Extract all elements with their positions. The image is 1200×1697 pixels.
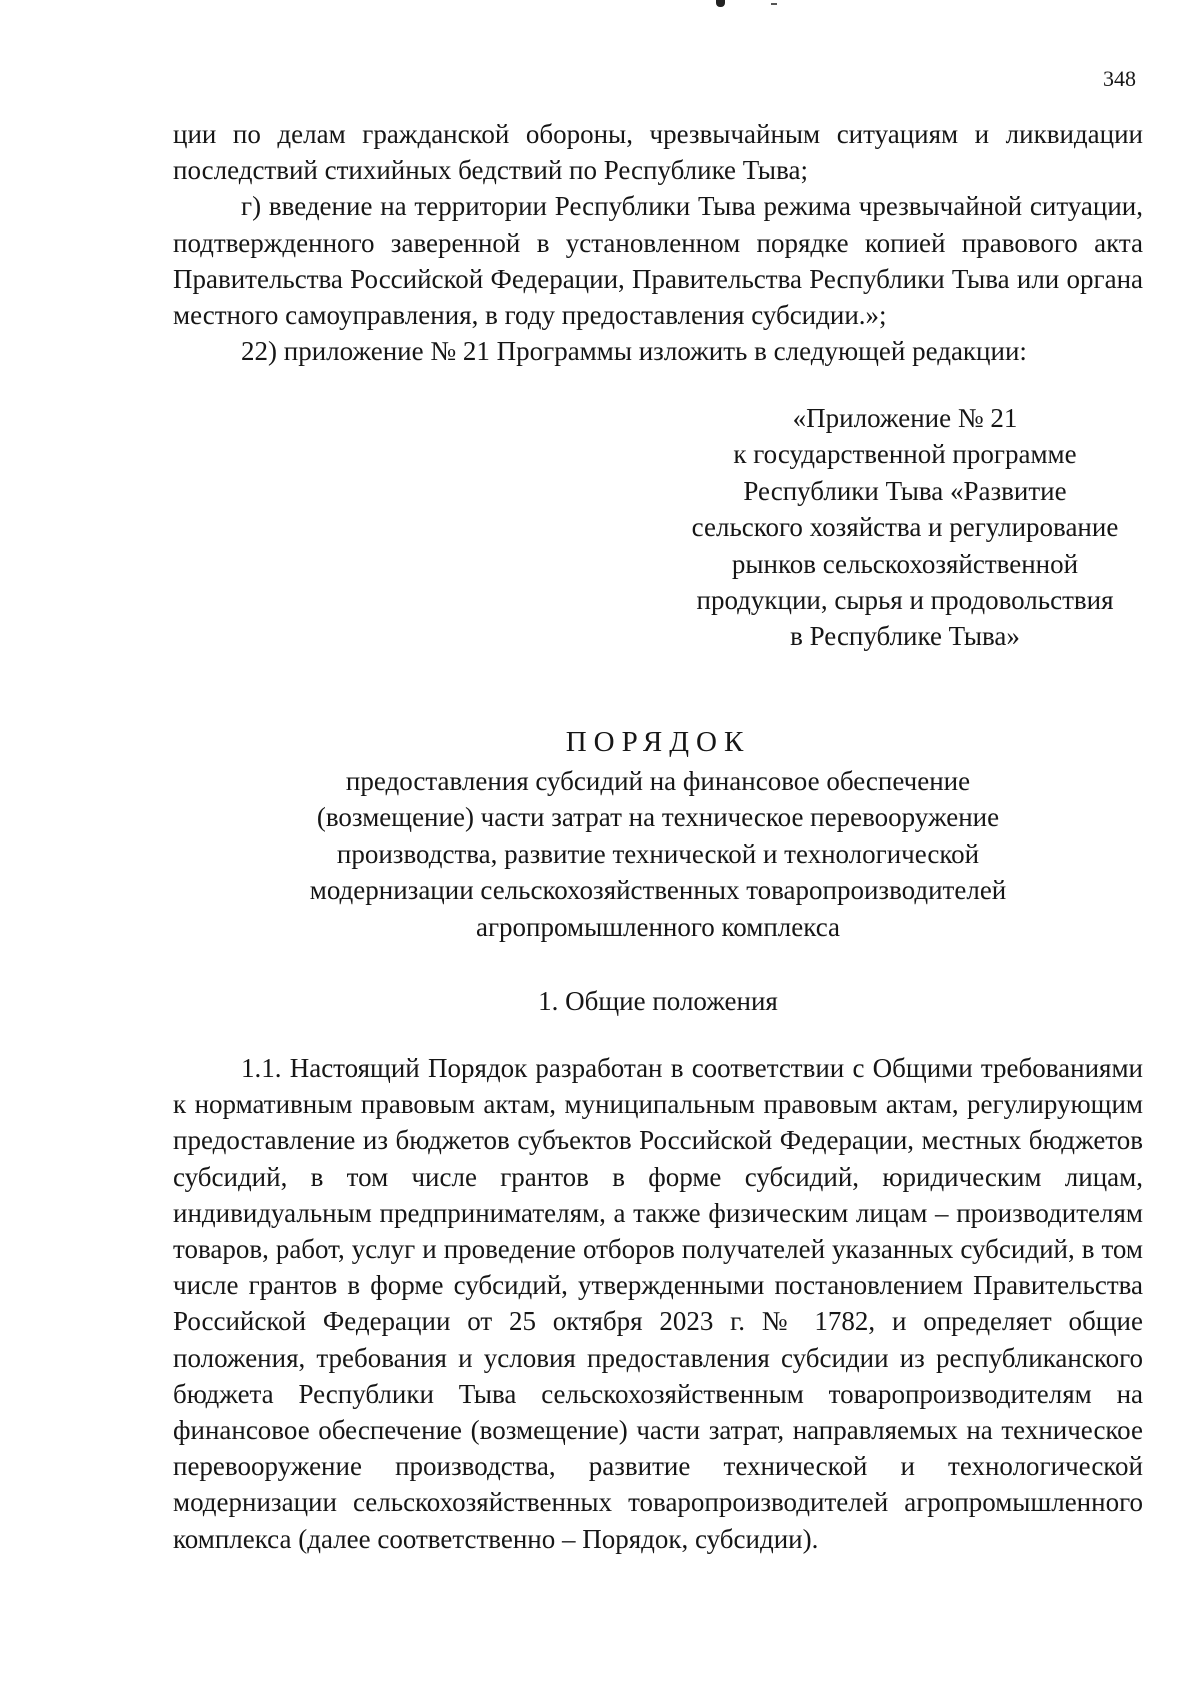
- section-heading: 1. Общие положения: [538, 986, 778, 1016]
- paragraph-1-1: 1.1. Настоящий Порядок разработан в соответствии с Общими требованиями к нормативным правовым актам, муниципальным правовым актам, регулирующим предоставление из бюджетов субъектов Российской Федерации, местных бюджетов субсидий, в том числе грантов в форме субсидий, юридическим лицам, индивидуальным предпринимателям, а также физическим лицам – производителям товаров, работ, услуг и проведение отборов получателей указанных субсидий, в том числе грантов в форме субсидий, утвержденными постановлением Правительства Российской Федерации от 25 октября 2023 г. № 1782, и определяет общие положения, требования и условия предоставления субсидии из республиканского бюджета Республики Тыва сельскохозяйственным товаропроизводителям на финансовое обеспечение (возмещение) части затрат, направляемых на техническое перевооружение производства, развитие технической и технологической модернизации сельскохозяйственных товаропроизводителей агропромышленного комплекса (далее соответственно – Порядок, субсидии).: [173, 1053, 1143, 1554]
- subtitle-line: агропромышленного комплекса: [476, 911, 840, 942]
- subtitle-line: предоставления субсидий на финансовое обеспечение: [345, 766, 971, 796]
- scan-dash: [771, 3, 777, 5]
- appendix-reference: [650, 400, 1160, 655]
- page-number: 348: [1103, 66, 1136, 91]
- appendix-line: рынков сельскохозяйственной: [731, 548, 1079, 579]
- intro-text: [173, 116, 1143, 369]
- document-title: ПОРЯДОК: [565, 726, 751, 758]
- appendix-line: к государственной программе: [733, 439, 1077, 470]
- document-subtitle: [0, 763, 1200, 945]
- subtitle-line: модернизации сельскохозяйственных товаропроизводителей: [309, 875, 1007, 906]
- scan-dot: [716, 0, 725, 7]
- scan-artifact-mark: [716, 0, 776, 10]
- appendix-line: «Приложение № 21: [792, 403, 1018, 433]
- intro-paragraph-item-g: г) введение на территории Республики Тыва режима чрезвычайной ситуации, подтвержденного заверенной в установленном порядке копией правового акта Правительства Российской Федерации, Правительства Республики Тыва или органа местного самоуправления, в году предоставления субсидии.»;: [173, 191, 1143, 331]
- appendix-line: сельского хозяйства и регулирование: [691, 512, 1119, 543]
- appendix-line: продукции, сырья и продовольствия: [696, 585, 1114, 616]
- subtitle-line: производства, развитие технической и технологической: [336, 838, 980, 869]
- appendix-line: в Республике Тыва»: [790, 621, 1020, 652]
- section-body: [173, 1050, 1143, 1557]
- appendix-line: Республики Тыва «Развитие: [743, 475, 1067, 506]
- intro-paragraph-continuation: ции по делам гражданской обороны, чрезвычайным ситуациям и ликвидации последствий стихийных бедствий по Республике Тыва;: [173, 119, 1143, 186]
- subtitle-line: (возмещение) части затрат на техническое перевооружение: [316, 802, 1000, 833]
- intro-paragraph-item-22: 22) приложение № 21 Программы изложить в следующей редакции:: [241, 336, 1027, 367]
